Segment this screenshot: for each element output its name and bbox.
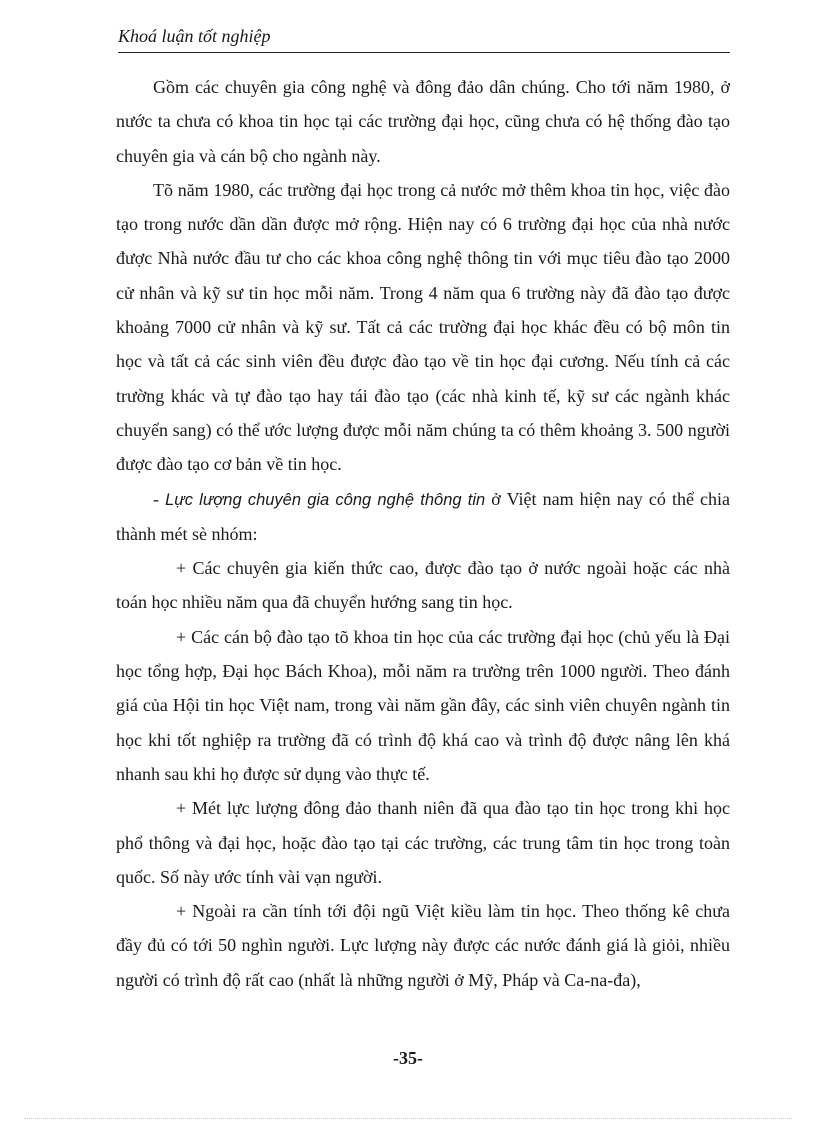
list-item-2: + Các cán bộ đào tạo tõ khoa tin học của các trường đại học (chủ yếu là Đại học tổng hợp, Đại học Bách Khoa), mỗi năm ra trường trên 1000 người. Theo đánh giá của Hội tin học Việt nam, trong vài năm gần đây, các sinh viên chuyên ngành tin học khi tốt nghiệp ra trường đã có trình độ khá cao và trình độ được nâng lên khá nhanh sau khi họ được sử dụng vào thực tế. xyxy=(116,626,730,784)
header-title: Khoá luận tốt nghiệp xyxy=(118,26,271,46)
list-item-3: + Mét lực lượng đông đảo thanh niên đã qua đào tạo tin học trong khi học phổ thông và đại học, hoặc đào tạo tại các trường, các trung tâm tin học trong toàn quốc. Số này ước tính vài vạn người. xyxy=(116,798,730,887)
paragraph-3-text: ở Việt nam hiện nay có thể chia thành mét sè nhóm: xyxy=(116,488,731,544)
document-body xyxy=(116,70,730,997)
paragraph-3-prefix: - xyxy=(153,488,166,509)
paragraph-2: Tõ năm 1980, các trường đại học trong cả nước mở thêm khoa tin học, việc đào tạo trong nước dần dần được mở rộng. Hiện nay có 6 trường đại học của nhà nước được Nhà nước đầu tư cho các khoa công nghệ thông tin với mục tiêu đào tạo 2000 cử nhân và kỹ sư tin học mỗi năm. Trong 4 năm qua 6 trường này đã đào tạo được khoảng 7000 cử nhân và kỹ sư. Tất cả các trường đại học khác đều có bộ môn tin học và tất cả các sinh viên đều được đào tạo về tin học đại cương. Nếu tính cả các trường khác và tự đào tạo hay tái đào tạo (các nhà kinh tế, kỹ sư các ngành khác chuyển sang) có thể ước lượng được mỗi năm chúng ta có thêm khoảng 3. 500 người được đào tạo cơ bản về tin học. xyxy=(116,179,730,475)
paragraph-1: Gồm các chuyên gia công nghệ và đông đảo dân chúng. Cho tới năm 1980, ở nước ta chưa có khoa tin học tại các trường đại học, cũng chưa có hệ thống đào tạo chuyên gia và cán bộ cho ngành này. xyxy=(116,77,730,166)
page-number: -35- xyxy=(393,1048,423,1068)
list-item-4: + Ngoài ra cần tính tới đội ngũ Việt kiều làm tin học. Theo thống kê chưa đầy đủ có tới 50 nghìn người. Lực lượng này được các nước đánh giá là giỏi, nhiều người có trình độ rất cao (nhất là những người ở Mỹ, Pháp và Ca-na-đa), xyxy=(116,901,730,990)
paragraph-3-lead: Lực lượng chuyên gia công nghệ thông tin xyxy=(165,490,486,509)
bottom-divider xyxy=(24,1118,792,1119)
paragraph-3 xyxy=(116,482,730,552)
page-header xyxy=(118,24,730,53)
list-item-1: + Các chuyên gia kiến thức cao, được đào tạo ở nước ngoài hoặc các nhà toán học nhiều năm qua đã chuyển hướng sang tin học. xyxy=(116,558,730,613)
